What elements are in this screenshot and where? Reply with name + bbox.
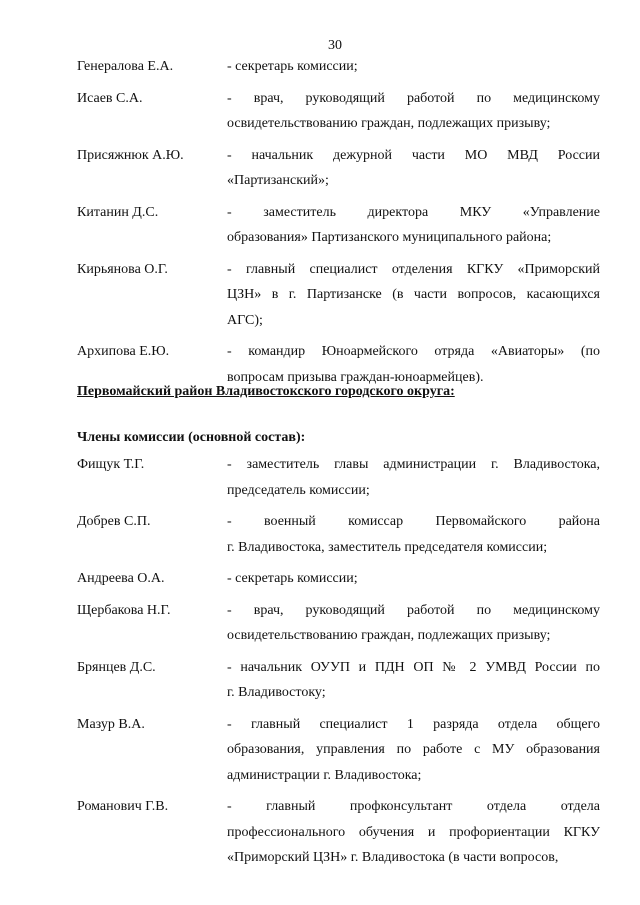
- role-line: - секретарь комиссии;: [227, 571, 358, 586]
- member-row: [77, 86, 600, 137]
- member-row: [77, 54, 600, 80]
- member-row: [77, 598, 600, 649]
- role-line: образования» Партизанского муниципального района;: [227, 230, 552, 245]
- member-role: [227, 339, 600, 390]
- member-role: [227, 598, 600, 649]
- member-role: [227, 54, 600, 80]
- member-row: [77, 452, 600, 503]
- member-role: [227, 794, 600, 871]
- member-role: [227, 655, 600, 706]
- member-role: [227, 200, 600, 251]
- member-name: Присяжнюк А.Ю.: [77, 147, 184, 163]
- member-name: Исаев С.А.: [77, 90, 143, 106]
- member-row: [77, 566, 600, 592]
- commission-list-2: [77, 452, 600, 877]
- page-number: 30: [328, 38, 342, 53]
- role-line: председатель комиссии;: [227, 482, 370, 498]
- role-line: - заместитель главы администрации г. Владивостока,: [227, 457, 600, 472]
- role-line: - командир Юноармейского отряда «Авиаторы» (по: [227, 344, 600, 359]
- member-row: [77, 655, 600, 706]
- member-role: [227, 143, 600, 194]
- role-line: «Партизанский»;: [227, 173, 329, 188]
- role-line: администрации г. Владивостока;: [227, 767, 422, 783]
- role-line: - главный профконсультант отдела отдела: [227, 799, 600, 814]
- role-line: - врач, руководящий работой по медицинскому: [227, 90, 600, 106]
- member-name: Романович Г.В.: [77, 799, 169, 814]
- member-name: Андреева О.А.: [77, 571, 165, 586]
- member-row: [77, 509, 600, 560]
- member-name: Китанин Д.С.: [77, 204, 159, 220]
- member-row: [77, 794, 600, 871]
- commission-list-1: [77, 54, 600, 396]
- role-line: профессионального обучения и профориентации КГКУ: [227, 824, 600, 840]
- member-row: [77, 143, 600, 194]
- member-role: [227, 257, 600, 334]
- member-row: [77, 712, 600, 789]
- role-line: образования, управления по работе с МУ образования: [227, 742, 600, 757]
- member-name: Добрев С.П.: [77, 514, 151, 529]
- member-row: [77, 339, 600, 390]
- role-line: - главный специалист отделения КГКУ «Приморский: [227, 261, 600, 277]
- member-role: [227, 566, 600, 592]
- member-role: [227, 86, 600, 137]
- member-name: Щербакова Н.Г.: [77, 602, 171, 618]
- role-line: вопросам призыва граждан-юноармейцев).: [227, 369, 484, 385]
- role-line: - начальник дежурной части МО МВД России: [227, 147, 600, 163]
- role-line: АГС);: [227, 312, 263, 328]
- member-row: [77, 257, 600, 334]
- member-role: [227, 452, 600, 503]
- member-name: Генералова Е.А.: [77, 59, 174, 74]
- role-line: - военный комиссар Первомайского района: [227, 514, 600, 529]
- role-line: - секретарь комиссии;: [227, 59, 358, 74]
- member-name: Архипова Е.Ю.: [77, 344, 170, 359]
- role-line: - врач, руководящий работой по медицинскому: [227, 602, 600, 618]
- member-role: [227, 712, 600, 789]
- members-title: Члены комиссии (основной состав):: [77, 430, 306, 445]
- member-name: Мазур В.А.: [77, 716, 145, 732]
- role-line: г. Владивостока, заместитель председателя комиссии;: [227, 539, 548, 555]
- role-line: г. Владивостоку;: [227, 685, 326, 700]
- member-row: [77, 200, 600, 251]
- role-line: освидетельствованию граждан, подлежащих призыву;: [227, 628, 551, 643]
- member-name: Фищук Т.Г.: [77, 457, 145, 472]
- role-line: «Приморский ЦЗН» г. Владивостока (в части вопросов,: [227, 850, 559, 865]
- role-line: - заместитель директора МКУ «Управление: [227, 204, 600, 220]
- role-line: - главный специалист 1 разряда отдела общего: [227, 716, 600, 732]
- member-name: Брянцев Д.С.: [77, 659, 156, 675]
- member-name: Кирьянова О.Г.: [77, 261, 168, 277]
- role-line: ЦЗН» в г. Партизанске (в части вопросов, касающихся: [227, 287, 600, 302]
- section-title: Первомайский район Владивостокского городского округа:: [77, 384, 455, 399]
- member-role: [227, 509, 600, 560]
- role-line: - начальник ОУУП и ПДН ОП № 2 УМВД России по: [227, 659, 600, 675]
- role-line: освидетельствованию граждан, подлежащих призыву;: [227, 116, 551, 131]
